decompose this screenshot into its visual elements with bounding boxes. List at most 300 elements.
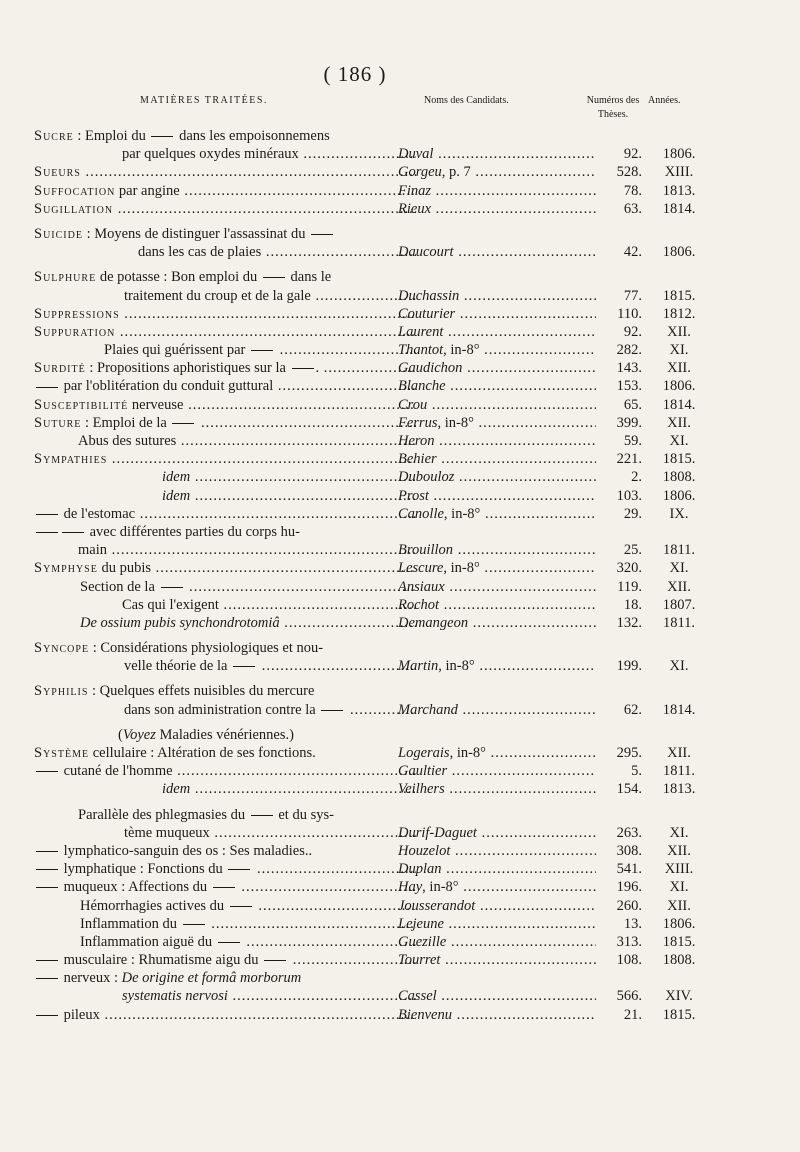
- headword: Susceptibilité: [34, 396, 129, 413]
- subject: [122, 987, 416, 1005]
- subject-text: idem: [162, 487, 191, 504]
- entry-line: [0, 268, 800, 286]
- index-entry: [0, 675, 800, 718]
- candidate-name: [398, 596, 596, 614]
- candidate-name: [398, 182, 596, 200]
- thesis-year: 1815.: [662, 933, 696, 950]
- index-entry: [0, 505, 800, 523]
- subject-text: nerveux :: [60, 970, 122, 987]
- headword: Syphilis: [34, 683, 89, 700]
- thesis-number: 313.: [616, 933, 642, 950]
- candidate-name: [398, 762, 596, 780]
- ditto-dash: [36, 869, 58, 870]
- thesis-number: 541.: [616, 861, 642, 878]
- page-number: ( 186 ): [323, 62, 387, 86]
- candidate-surname: Ansiaux: [398, 578, 445, 595]
- candidate-suffix: , in-8°: [449, 745, 486, 761]
- candidate-name: [398, 541, 596, 559]
- subject: [34, 682, 429, 700]
- candidate-name: [398, 487, 596, 505]
- entry-line: [0, 341, 800, 359]
- spacer: [0, 675, 800, 682]
- ditto-dash: [228, 869, 250, 870]
- subject: [162, 780, 416, 798]
- index-entry: [0, 341, 800, 359]
- subject: [34, 860, 416, 878]
- index-entry: [0, 878, 800, 896]
- thesis-number: 92.: [623, 146, 642, 163]
- index-entry: [0, 359, 800, 377]
- candidate-surname: Houzelot: [398, 842, 451, 859]
- headword: Sympathies: [34, 451, 108, 468]
- thesis-number: 263.: [616, 824, 642, 841]
- subject: [80, 614, 416, 632]
- thesis-number: 63.: [623, 200, 642, 217]
- entry-line: [0, 657, 800, 675]
- thesis-number: 62.: [623, 701, 642, 718]
- thesis-number: 295.: [616, 745, 642, 761]
- candidate-name: [398, 450, 596, 468]
- thesis-year: 1815.: [662, 1006, 696, 1023]
- thesis-number: 25.: [623, 542, 642, 559]
- candidate-name: [398, 163, 596, 181]
- entry-line: [0, 596, 800, 614]
- thesis-year: 1813.: [662, 781, 696, 798]
- candidate-name: [398, 243, 596, 261]
- subject: [34, 225, 429, 243]
- headword: Sucre: [34, 128, 74, 144]
- candidate-surname: Durif-Daguet: [398, 824, 477, 841]
- subject: [34, 396, 416, 414]
- thesis-year: 1808.: [662, 952, 696, 969]
- ditto-dash: [36, 771, 58, 772]
- ditto-dash: [183, 924, 205, 925]
- candidate-name: [398, 1006, 596, 1024]
- candidate-name: [398, 559, 596, 577]
- subject-text: lymphatico-sanguin des os : Ses maladies..: [60, 842, 313, 859]
- candidate-surname: Ferrus: [398, 414, 438, 431]
- ditto-dash: [213, 887, 235, 888]
- candidate-name: [398, 987, 596, 1005]
- subject: [34, 127, 429, 145]
- subject: [34, 523, 429, 541]
- thesis-year: 1814.: [662, 701, 696, 718]
- thesis-year: 1811.: [662, 763, 696, 780]
- thesis-number: 196.: [616, 879, 642, 896]
- spacer: [0, 261, 800, 268]
- spacer: [0, 218, 800, 225]
- index-entry: [0, 933, 800, 951]
- subject-text: .: [315, 360, 320, 377]
- candidate-name: [398, 824, 596, 842]
- candidate-name: [398, 396, 596, 414]
- candidate-name: [398, 860, 596, 878]
- index-entry: [0, 614, 800, 632]
- candidate-name: [398, 744, 596, 762]
- entry-line: [0, 468, 800, 486]
- candidate-surname: Gaultier: [398, 763, 448, 780]
- thesis-number: 221.: [616, 451, 642, 468]
- thesis-year: XII.: [667, 360, 691, 377]
- entry-line: [0, 287, 800, 305]
- subject: [34, 450, 416, 468]
- entry-line: [0, 762, 800, 780]
- entry-line: [0, 541, 800, 559]
- thesis-number: 77.: [623, 287, 642, 304]
- subject: [34, 842, 416, 860]
- subject: [34, 163, 416, 181]
- ditto-dash: [264, 960, 286, 961]
- thesis-number: 153.: [616, 378, 642, 395]
- ditto-dash: [36, 960, 58, 961]
- candidate-name: [398, 878, 596, 896]
- candidate-suffix: , in-8°: [443, 560, 480, 577]
- entry-line: [0, 806, 800, 824]
- headword: Sugillation: [34, 200, 114, 217]
- entry-line: [0, 377, 800, 395]
- thesis-number: 143.: [616, 360, 642, 377]
- subject: [34, 182, 416, 200]
- subject-text: dans les empoisonnemens: [175, 128, 330, 144]
- spacer: [0, 719, 800, 726]
- entry-line: [0, 842, 800, 860]
- thesis-year: XI.: [669, 879, 689, 896]
- thesis-year: XI.: [669, 560, 689, 577]
- thesis-number: 92.: [623, 323, 642, 340]
- subject-text: dans son administration contre la: [124, 701, 320, 718]
- entry-line: [0, 243, 800, 261]
- entry-line: [0, 682, 800, 700]
- index-entry: [0, 261, 800, 304]
- thesis-year: XI.: [669, 824, 689, 841]
- ditto-dash: [230, 906, 252, 907]
- headword: Syncope: [34, 640, 90, 657]
- ditto-dash: [161, 587, 183, 588]
- candidate-name: [398, 701, 596, 719]
- entry-line: [0, 639, 800, 657]
- entry-line: [0, 200, 800, 218]
- thesis-year: XI.: [669, 433, 689, 449]
- thesis-number: 2.: [631, 469, 642, 486]
- index-entry: [0, 182, 800, 200]
- subject: [80, 578, 416, 596]
- subject-text: par l'oblitération du conduit guttural: [60, 378, 274, 395]
- thesis-year: XIII.: [664, 164, 694, 181]
- ditto-dash: [36, 1015, 58, 1016]
- thesis-number: 282.: [616, 342, 642, 359]
- thesis-number: 110.: [617, 305, 642, 322]
- subject: [34, 414, 416, 432]
- thesis-number: 103.: [616, 487, 642, 504]
- ditto-dash: [263, 277, 285, 278]
- candidate-name: [398, 780, 596, 798]
- entry-line: [0, 780, 800, 798]
- subject-text: velle théorie de la: [124, 658, 232, 675]
- subject-text: De origine et formâ morborum: [121, 970, 302, 987]
- subject-text: avec différentes parties du corps hu-: [86, 523, 300, 540]
- candidate-surname: Duplan: [398, 861, 442, 878]
- subject-text: main: [78, 542, 107, 559]
- ditto-dash: [251, 350, 273, 351]
- candidate-surname: Guezille: [398, 933, 447, 950]
- headword: Suffocation: [34, 182, 116, 199]
- ditto-dash: [311, 234, 333, 235]
- index-entry: [0, 744, 800, 762]
- entry-line: [0, 414, 800, 432]
- thesis-number: 320.: [616, 560, 642, 577]
- subject-text: cellulaire : Altération de ses fonctions.: [89, 745, 316, 761]
- thesis-number: 59.: [623, 433, 642, 449]
- index-entry: [0, 915, 800, 933]
- thesis-number: 5.: [631, 763, 642, 780]
- candidate-name: [398, 614, 596, 632]
- thesis-year: XII.: [667, 842, 691, 859]
- headword: Suicide: [34, 225, 83, 242]
- subject-text: de l'estomac: [60, 505, 136, 522]
- subject-text: (: [118, 726, 123, 743]
- subject-text: dans le: [286, 269, 332, 286]
- subject-text: Parallèle des phlegmasies du: [78, 806, 249, 823]
- candidate-surname: Daucourt: [398, 244, 454, 261]
- thesis-year: 1806.: [662, 146, 696, 163]
- entry-line: [0, 933, 800, 951]
- subject: [34, 200, 416, 218]
- candidate-name: [398, 505, 596, 523]
- index-entry: [0, 487, 800, 505]
- thesis-year: 1811.: [662, 614, 696, 631]
- subject-text: : Emploi du: [73, 128, 150, 144]
- headword: Sueurs: [34, 164, 81, 181]
- candidate-name: [398, 842, 596, 860]
- candidate-surname: Rochot: [398, 596, 440, 613]
- thesis-year: XII.: [667, 323, 691, 340]
- candidate-name: [398, 323, 596, 341]
- entry-line: [0, 878, 800, 896]
- subject: [124, 657, 416, 675]
- candidate-name: [398, 200, 596, 218]
- entry-line: [0, 145, 800, 163]
- subject-text: systematis nervosi: [122, 988, 228, 1005]
- headword: Suture: [34, 414, 82, 431]
- candidate-surname: Marchand: [398, 701, 458, 718]
- headword: Surdité: [34, 360, 86, 377]
- candidate-surname: Laurent: [398, 323, 444, 340]
- index-entry: [0, 523, 800, 559]
- subject-text: pileux: [60, 1006, 100, 1023]
- thesis-year: 1806.: [662, 487, 696, 504]
- thesis-year: XIV.: [665, 988, 693, 1005]
- subject: [34, 639, 429, 657]
- entry-line: [0, 915, 800, 933]
- index-entry: [0, 719, 800, 744]
- subject: [34, 323, 416, 341]
- thesis-number: 119.: [617, 578, 642, 595]
- candidate-surname: Brouillon: [398, 542, 454, 559]
- subject-text: idem: [162, 469, 191, 486]
- thesis-number: 29.: [623, 505, 642, 522]
- entry-line: [0, 182, 800, 200]
- subject: [80, 915, 416, 933]
- subject-text: Inflammation du: [80, 915, 181, 932]
- subject-text: lymphatique : Fonctions du: [60, 861, 227, 878]
- candidate-suffix: , in-8°: [437, 414, 474, 431]
- candidate-surname: Bienvenu: [398, 1006, 452, 1023]
- subject: [34, 762, 416, 780]
- ditto-dash: [36, 887, 58, 888]
- spacer: [0, 632, 800, 639]
- candidate-name: [398, 359, 596, 377]
- thesis-number: 21.: [623, 1006, 642, 1023]
- thesis-year: 1814.: [662, 200, 696, 217]
- thesis-year: XII.: [667, 578, 691, 595]
- entry-line: [0, 396, 800, 414]
- candidate-surname: Prost: [398, 487, 429, 504]
- subject: [34, 268, 429, 286]
- subject-text: nerveuse: [128, 396, 184, 413]
- entry-line: [0, 744, 800, 762]
- candidate-surname: Blanche: [398, 378, 446, 395]
- thesis-year: 1815.: [662, 287, 696, 304]
- spacer: [0, 799, 800, 806]
- candidate-name: [398, 145, 596, 163]
- ditto-dash: [233, 666, 255, 667]
- entry-line: [0, 127, 800, 145]
- subject: [78, 432, 416, 450]
- candidate-name: [398, 897, 596, 915]
- thesis-number: 308.: [616, 842, 642, 859]
- subject-text: du pubis: [97, 560, 152, 577]
- subject-text: de potasse : Bon emploi du: [96, 269, 261, 286]
- subject-text: Hémorrhagies actives du: [80, 897, 228, 914]
- candidate-surname: Lejeune: [398, 915, 444, 932]
- candidate-name: [398, 951, 596, 969]
- subject-text: De ossium pubis synchondrotomiâ: [80, 614, 280, 631]
- subject-text: Abus des sutures: [78, 433, 177, 449]
- index-table: [0, 127, 800, 1024]
- index-entry: [0, 632, 800, 675]
- candidate-suffix: , in-8°: [422, 879, 459, 896]
- entry-line: [0, 987, 800, 1005]
- entry-line: [0, 559, 800, 577]
- subject-text: Inflammation aiguë du: [80, 933, 216, 950]
- entry-line: [0, 951, 800, 969]
- candidate-name: [398, 915, 596, 933]
- candidate-surname: Veilhers: [398, 781, 445, 798]
- thesis-year: 1806.: [662, 378, 696, 395]
- index-entry: [0, 468, 800, 486]
- thesis-year: XIII.: [664, 861, 694, 878]
- subject-text: : Moyens de distinguer l'assassinat du: [82, 225, 310, 242]
- candidate-surname: Logerais: [398, 745, 450, 761]
- subject: [34, 305, 416, 323]
- index-entry: [0, 432, 800, 450]
- candidate-name: [398, 287, 596, 305]
- subject-text: idem: [162, 781, 191, 798]
- candidate-name: [398, 468, 596, 486]
- candidate-name: [398, 657, 596, 675]
- thesis-year: 1808.: [662, 469, 696, 486]
- candidate-surname: Gorgeu: [398, 164, 442, 181]
- subject: [34, 951, 416, 969]
- ditto-dash: [36, 532, 58, 533]
- subject: [122, 596, 416, 614]
- thesis-year: 1806.: [662, 244, 696, 261]
- candidate-suffix: , in-8°: [443, 342, 480, 359]
- candidate-surname: Tourret: [398, 952, 441, 969]
- subject: [34, 559, 416, 577]
- subject-text: Section de la: [80, 578, 159, 595]
- candidate-name: [398, 305, 596, 323]
- index-entry: [0, 860, 800, 878]
- thesis-year: XI.: [669, 658, 689, 675]
- index-entry: [0, 377, 800, 395]
- candidate-name: [398, 578, 596, 596]
- ditto-dash: [218, 942, 240, 943]
- candidate-surname: Demangeon: [398, 614, 469, 631]
- entry-line: [0, 305, 800, 323]
- candidate-name: [398, 414, 596, 432]
- subject-text: : Considérations physiologiques et nou-: [89, 640, 324, 657]
- thesis-year: XI.: [669, 342, 689, 359]
- thesis-year: XII.: [667, 745, 691, 761]
- index-entry: [0, 596, 800, 614]
- thesis-number: 199.: [616, 658, 642, 675]
- subject: [124, 701, 416, 719]
- candidate-surname: Lescure: [398, 560, 444, 577]
- subject-text: dans les cas de plaies: [138, 244, 262, 261]
- entry-line: [0, 701, 800, 719]
- candidate-surname: Canolle: [398, 505, 444, 522]
- subject-text: et du sys-: [274, 806, 334, 823]
- subject: [80, 897, 416, 915]
- entry-line: [0, 860, 800, 878]
- header-candidates: Noms des Candidats.: [424, 95, 509, 106]
- index-entry: [0, 762, 800, 780]
- entry-line: [0, 897, 800, 915]
- thesis-year: 1812.: [662, 305, 696, 322]
- ditto-dash: [151, 136, 173, 137]
- ditto-dash: [321, 710, 343, 711]
- subject: [34, 377, 416, 395]
- subject: [138, 243, 416, 261]
- ditto-dash: [251, 815, 273, 816]
- thesis-number: 260.: [616, 897, 642, 914]
- ditto-dash: [62, 532, 84, 533]
- candidate-surname: Hay: [398, 879, 423, 896]
- index-entry: [0, 305, 800, 323]
- subject: [78, 806, 429, 824]
- entry-line: [0, 578, 800, 596]
- subject-text: musculaire : Rhumatisme aigu du: [60, 952, 263, 969]
- thesis-number: 566.: [616, 988, 642, 1005]
- index-entry: [0, 396, 800, 414]
- ditto-dash: [36, 387, 58, 388]
- subject-text: Plaies qui guérissent par: [104, 342, 249, 359]
- thesis-year: 1811.: [662, 542, 696, 559]
- index-entry: [0, 578, 800, 596]
- subject-text: : Quelques effets nuisibles du mercure: [88, 683, 315, 700]
- thesis-year: 1806.: [662, 915, 696, 932]
- subject-text: Maladies vénériennes.): [155, 726, 294, 743]
- candidate-surname: Couturier: [398, 305, 456, 322]
- index-entry: [0, 1006, 800, 1024]
- thesis-number: 154.: [616, 781, 642, 798]
- entry-line: [0, 323, 800, 341]
- subject: [122, 145, 416, 163]
- headword: Suppressions: [34, 305, 120, 322]
- subject: [104, 341, 416, 359]
- cross-reference-text: [118, 726, 294, 744]
